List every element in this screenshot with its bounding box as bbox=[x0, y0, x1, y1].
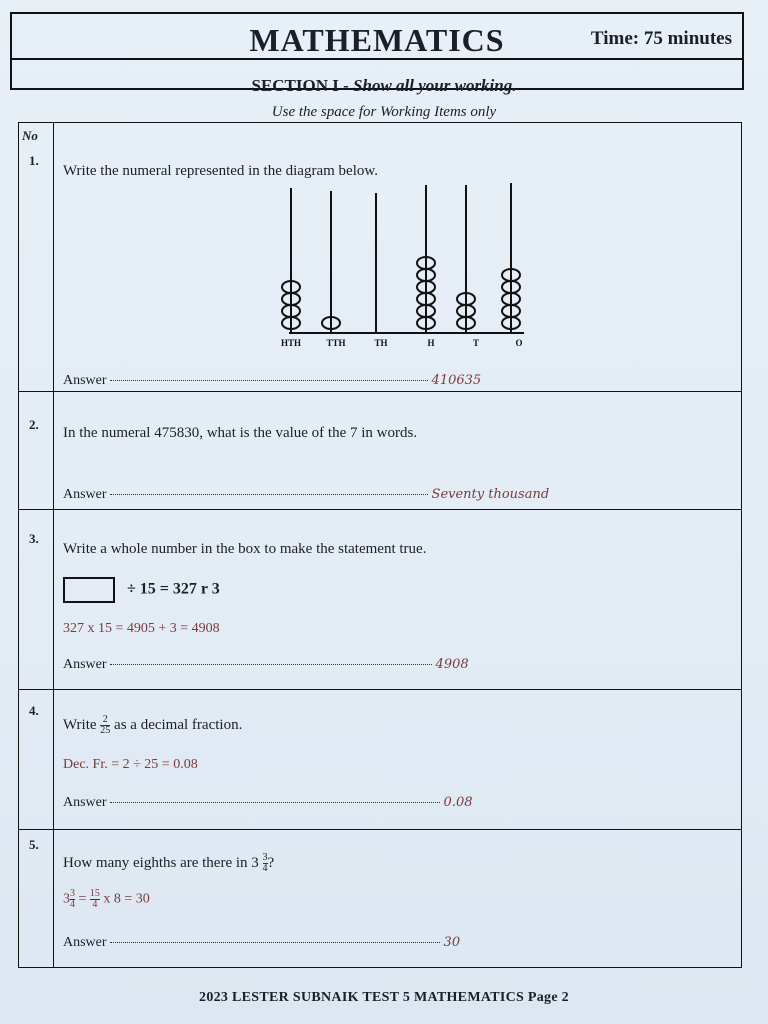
answer-value[interactable]: 30 bbox=[443, 935, 461, 950]
number-column-divider bbox=[53, 123, 54, 967]
fraction-numerator: 3 bbox=[70, 888, 75, 899]
answer-dots bbox=[110, 494, 428, 495]
question-text-suffix: as a decimal fraction. bbox=[114, 716, 243, 733]
question-table bbox=[18, 122, 742, 968]
answer-value[interactable]: Seventy thousand bbox=[431, 487, 550, 502]
answer-value[interactable]: 0.08 bbox=[443, 795, 473, 810]
question-text: In the numeral 475830, what is the value of the 7 in words. bbox=[63, 425, 418, 441]
question-number: 1. bbox=[29, 153, 39, 168]
fraction-denominator: 4 bbox=[70, 899, 75, 910]
fraction-numerator: 2 bbox=[102, 714, 108, 725]
place-label-tth: TTH bbox=[326, 338, 346, 348]
place-label-o: O bbox=[515, 338, 523, 348]
row-divider bbox=[19, 391, 741, 392]
work-fraction bbox=[70, 889, 75, 910]
title-bar bbox=[12, 14, 742, 60]
question-number: 5. bbox=[29, 837, 39, 852]
place-label-h: H bbox=[427, 338, 435, 348]
place-label-hth: HTH bbox=[280, 338, 302, 348]
section-heading bbox=[0, 76, 768, 96]
work-whole: 3 bbox=[63, 891, 70, 907]
question-number: 3. bbox=[29, 531, 39, 546]
question-text bbox=[63, 853, 274, 874]
answer-dots bbox=[110, 664, 432, 665]
abacus-diagram bbox=[279, 183, 549, 348]
section-prefix: SECTION I - bbox=[251, 76, 354, 95]
question-text bbox=[63, 715, 242, 736]
page-title: MATHEMATICS bbox=[249, 22, 505, 58]
equation-text: ÷ 15 = 327 r 3 bbox=[127, 580, 220, 598]
work-fraction bbox=[90, 889, 100, 910]
page-footer: 2023 LESTER SUBNAIK TEST 5 MATHEMATICS Page 2 bbox=[199, 990, 569, 1005]
answer-label: Answer bbox=[63, 795, 107, 810]
question-number: 4. bbox=[29, 703, 39, 718]
answer-label: Answer bbox=[63, 935, 107, 950]
fraction-numerator: 3 bbox=[262, 852, 268, 863]
row-divider bbox=[19, 829, 741, 830]
question-text-prefix: Write bbox=[63, 716, 97, 733]
row-divider bbox=[19, 689, 741, 690]
fraction-numerator: 15 bbox=[89, 888, 100, 899]
answer-line bbox=[63, 795, 473, 811]
fraction-denominator: 4 bbox=[262, 863, 268, 874]
answer-label: Answer bbox=[63, 657, 107, 672]
answer-dots bbox=[110, 942, 440, 943]
answer-label: Answer bbox=[63, 373, 107, 388]
time-allowed: Time: 75 minutes bbox=[590, 28, 732, 49]
place-label-th: TH bbox=[374, 338, 388, 348]
working-line: Dec. Fr. = 2 ÷ 25 = 0.08 bbox=[63, 757, 198, 772]
answer-value[interactable]: 410635 bbox=[431, 373, 482, 388]
place-label-t: T bbox=[472, 338, 480, 348]
question-number: 2. bbox=[29, 417, 39, 432]
work-rest: x 8 = 30 bbox=[103, 891, 150, 907]
row-divider bbox=[19, 509, 741, 510]
answer-value[interactable]: 4908 bbox=[435, 657, 469, 672]
answer-dots bbox=[110, 380, 428, 381]
number-column-header: No bbox=[22, 128, 38, 143]
answer-line bbox=[63, 373, 481, 389]
question-text-prefix: How many eighths are there in 3 bbox=[63, 854, 259, 871]
fraction-denominator: 4 bbox=[90, 899, 100, 910]
question-text: Write the numeral represented in the diagram below. bbox=[63, 163, 378, 179]
answer-box[interactable] bbox=[63, 577, 115, 603]
fraction bbox=[100, 715, 110, 736]
question-text-suffix: ? bbox=[267, 854, 275, 871]
answer-line bbox=[63, 657, 469, 673]
equation bbox=[63, 577, 220, 603]
answer-label: Answer bbox=[63, 487, 107, 502]
working-line: 327 x 15 = 4905 + 3 = 4908 bbox=[63, 621, 220, 636]
answer-line bbox=[63, 487, 549, 503]
section-instruction: Show all your working. bbox=[353, 76, 517, 95]
working-line: 3 $\frac{3}{4}$ = $\frac{15}{4}$ x 8 = 30 bbox=[63, 888, 150, 910]
fraction-denominator: 25 bbox=[100, 725, 111, 736]
working-hint: Use the space for Working Items only bbox=[271, 104, 497, 120]
answer-line bbox=[63, 935, 460, 951]
question-text: Write a whole number in the box to make the statement true. bbox=[63, 541, 427, 557]
answer-dots bbox=[110, 802, 440, 803]
